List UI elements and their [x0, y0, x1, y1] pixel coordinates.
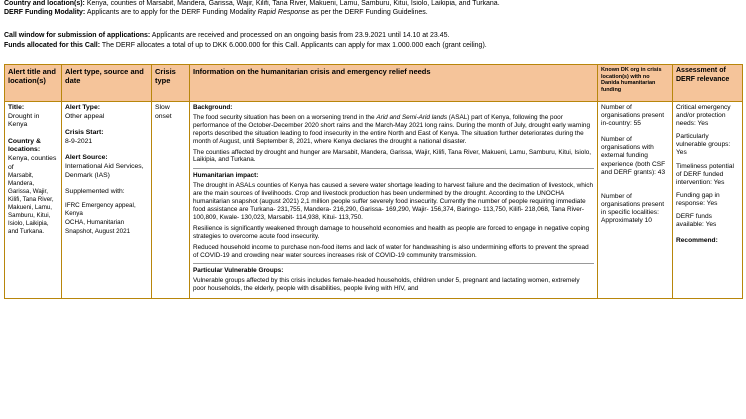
- alert-type-label: Alert Type:: [65, 104, 100, 111]
- background-heading: Background:: [193, 104, 233, 111]
- country-locations-label: Country & locations:: [8, 137, 41, 154]
- background-paragraph-2: The counties affected by drought and hunger are Marsabit, Mandera, Garissa, Wajir, Kilifi, Tana River, Makueni, Lamu, Samburu, Kitui, Isiolo, Laikipia, and Turkana.: [193, 148, 592, 164]
- title-label: Title:: [8, 104, 25, 111]
- title-value: Drought in Kenya: [8, 112, 40, 129]
- impact-paragraph-2: Resilience is significantly weakened through damage to household economies and health as people are forced to engage in negative coping strategies to overcome acute food insecurity.: [193, 224, 590, 240]
- header-crisis-type: Crisis type: [152, 65, 190, 102]
- country-label: Country and location(s):: [4, 0, 85, 7]
- header-alert-type: Alert type, source and date: [62, 65, 152, 102]
- alert-type-cell: [62, 102, 152, 299]
- impact-paragraph-3: Reduced household income to purchase non-food items and lack of water for handwashing is also undermining efforts to prevent the spread of COVID-19 and crowding near water sources increases risk of COVID-19 community transmission.: [193, 243, 589, 259]
- supplement-ifrc: IFRC Emergency appeal, Kenya: [65, 201, 136, 218]
- modality-label: DERF Funding Modality:: [4, 9, 86, 16]
- supplemented-label: Supplemented with:: [65, 188, 125, 196]
- section-divider: [193, 263, 594, 264]
- call-window-line: [4, 31, 742, 40]
- header-alert-title: Alert title and location(s): [5, 65, 62, 102]
- background-paragraph-1: The food security situation has been on a worsening trend in the Arid and Semi-Arid lands (ASAL) part of Kenya, following the poor performance of the October-December 2020 short rains and the March-May 2021 long rains. During the month of July, drought early warning reports described the situation leading to food insecurity in the entire North and East of Kenya. The situation further deteriorates during the month of August, until September 8, 2021, where Kenya declares the drought a national disaster.: [193, 113, 591, 145]
- assessment-funding-gap: Funding gap in response: Yes: [676, 191, 720, 207]
- alert-type-value: Other appeal: [65, 112, 105, 120]
- alert-table: [4, 64, 743, 299]
- alert-title-cell: [5, 102, 62, 299]
- table-header-row: [5, 65, 743, 102]
- country-text: Kenya, counties of Marsabit, Mandera, Garissa, Wajir, Kilifi, Tana River, Makueni, Lamu, Samburu, Kitui, Isiolo, Laikipia, and Turkana.: [86, 0, 500, 7]
- crisis-start-value: 8-9-2021: [65, 137, 93, 145]
- county-list: Marsabit, Mandera, Garissa, Wajir, Kilifi, Tana River, Makueni, Lamu, Samburu, Kitui, Isiolo, Laikipia, and Turkana.: [8, 172, 54, 236]
- crisis-type-value: Slow onset: [155, 104, 172, 120]
- org-count-funding-experience: Number of organisations with external funding experience (both CSF and DERF grants): 43: [601, 136, 666, 176]
- assessment-vulnerable-groups: Particularly vulnerable groups: Yes: [676, 133, 731, 157]
- assessment-timeliness: Timeliness potential of DERF funded intervention: Yes: [676, 162, 735, 186]
- modality-line: DERF Funding Modality: Applicants are to apply for the DERF Funding Modality Rapid Response as per the DERF Funding Guidelines.: [4, 9, 428, 16]
- vulnerable-groups-heading: Particular Vulnerable Groups:: [193, 267, 284, 275]
- header-assessment: Assessment of DERF relevance: [673, 65, 743, 102]
- impact-paragraph-1: The drought in ASALs counties of Kenya has caused a severe water shortage leading to harvest failure and the decimation of livestock, which are the main sources of livelihoods. Crop and livestock production has been undermined by the drought. According to the UNOCHA humanitarian snapshot (august 2021) 2,1 million people suffer severely food insecurity. Currently the number of people requiring immediate food assistance are Turkana- 231,755, Mandera- 216,290, Garissa- 169,290, Wajir- 156,374, Baringo- 113,750, Kilifi- 218,068, Tana River- 100,809, Kwale- 130,023, Marsabit- 114,938, Kitui- 113,750.: [193, 182, 594, 221]
- crisis-start-label: Crisis Start:: [65, 129, 104, 137]
- table-row: [5, 102, 743, 299]
- alert-source-value: International Aid Services, Denmark (IAS): [65, 162, 144, 179]
- assessment-funds-available: DERF funds available: Yes: [676, 213, 717, 229]
- section-divider: [193, 168, 594, 169]
- assessment-recommend: Recommend:: [676, 237, 718, 245]
- funds-text: The DERF allocates a total of up to DKK 6.000.000 for this Call. Applicants can apply for max 1.000.000 each (grant ceiling).: [101, 42, 487, 49]
- country-lead: Kenya, counties of: [8, 154, 57, 171]
- impact-heading: Humanitarian impact:: [193, 172, 259, 180]
- assessment-cell: [673, 102, 743, 299]
- assessment-critical-needs: Critical emergency and/or protection needs: Yes: [676, 104, 731, 128]
- vulnerable-groups-paragraph: Vulnerable groups affected by this crisis includes female-headed households, children under 5, pregnant and lactating women, extremely poor households, the elderly, people with disabilities, people living with HIV, and: [193, 277, 580, 293]
- crisis-type-cell: [152, 102, 190, 299]
- information-cell: [190, 102, 598, 299]
- org-count-in-country: Number of organisations present in-country: 55: [601, 104, 665, 128]
- org-count-localities: Number of organisations present in specific localities: Approximately 10: [601, 192, 665, 225]
- known-dk-cell: [598, 102, 673, 299]
- header-information: Information on the humanitarian crisis and emergency relief needs: [190, 65, 598, 102]
- funds-label: Funds allocated for this Call:: [4, 42, 101, 49]
- call-window-label: Call window for submission of applications:: [4, 32, 151, 39]
- country-line: [4, 0, 742, 8]
- alert-source-label: Alert Source:: [65, 154, 108, 162]
- call-window-text: Applicants are received and processed on an ongoing basis from 23.9.2021 until 14.10 at 23.45.: [151, 32, 450, 39]
- funds-line: [4, 41, 742, 50]
- header-known-dk-org: Known DK org in crisis location(s) with no Danida humanitarian funding: [598, 65, 673, 102]
- supplement-ocha: OCHA, Humanitarian Snapshot, August 2021: [65, 218, 131, 235]
